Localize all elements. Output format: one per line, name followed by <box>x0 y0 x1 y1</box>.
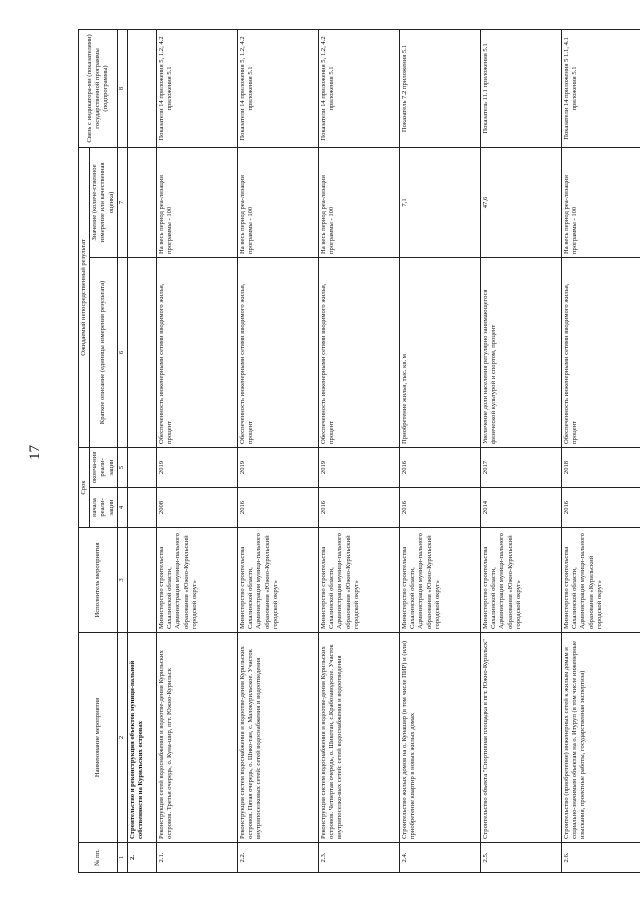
row-indicator-link: Показатели 14 приложения 5, 1.2, 4.2 приложения 5.1 <box>156 29 237 147</box>
row-executor: Министерство строительства Сахалинской области, Администрация муници-пального образования «Южно-Курильский городской округ» <box>480 528 561 633</box>
row-value: На весь период реа-лизации программы - 100 <box>237 147 318 257</box>
row-description: Обеспеченность инженерными сетями вводимого жилья, процент <box>237 257 318 447</box>
column-index: 7 <box>117 147 127 257</box>
table-row <box>156 29 237 872</box>
row-num: 2.5. <box>480 843 561 873</box>
empty-cell <box>127 147 156 257</box>
header-name: Наименование мероприятия <box>79 633 118 843</box>
row-executor: Министерство строительства Сахалинской области, Администрация муници-пального образования «Южно-Курильский городской округ» <box>156 528 237 633</box>
page-number <box>23 432 47 472</box>
header-value: Значение (количе-ственное измерение или качественная оценка) <box>90 147 118 257</box>
row-executor: Министерство строительства Сахалинской области, Администрация муници-пального образования «Южно-Курильский городской округ» <box>399 528 480 633</box>
row-indicator-link: Показатели 14 приложения 5, 1.2, 4.2 приложения 5.1 <box>318 29 399 147</box>
header-row-1 <box>79 29 90 872</box>
row-executor: Министерство строительства Сахалинской области, Администрация муници-пального образования «Южно-Курильский городской округ» <box>318 528 399 633</box>
row-name: Строительство объекта "Спортивная площадка в пгт. Южно-Курильск" <box>480 633 561 843</box>
row-name: Реконструкция систем водоснабжения и водоотве-дения Курильских островов. Четвертая очередь, о. Шикотан, с.Крабозаводское. Участок внутрипоселко-вых сетей: сетей водоснабжения и водоотведения <box>318 633 399 843</box>
rotated-table-container <box>78 30 606 873</box>
row-num: 2.3. <box>318 843 399 873</box>
column-index: 2 <box>117 633 127 843</box>
row-end: 2017 <box>480 447 561 487</box>
row-value: 47,6 <box>480 147 561 257</box>
header-start: начала реали-зации <box>90 488 118 528</box>
header-expected-result: Ожидаемый непосредственный результат <box>79 147 90 447</box>
row-start: 2016 <box>399 488 480 528</box>
header-executor: Исполнитель мероприятия <box>79 528 118 633</box>
column-index-row <box>117 29 127 872</box>
header-indicator-link: Связь с индикатора-ми (показателями) государственной программы (подпрограммы) <box>79 29 118 147</box>
row-name: Строительство (приобретение) инженерных сетей к жилым домам и социально-значимым объектам на о. Итуруп (в том числе инженерные изыскания, проектные работы, государственная экспертиза) <box>561 633 640 843</box>
section-title: Строительство и реконструкция объектов муници-пальной собственности на Курильских островах <box>127 633 156 843</box>
row-executor: Министерство строительства Сахалинской области, Администрация муници-пального образования «Южно-Курильский городской округ» <box>237 528 318 633</box>
table-row <box>237 29 318 872</box>
row-start: 2014 <box>480 488 561 528</box>
page-number-text: 17 <box>26 444 43 460</box>
empty-cell <box>127 447 156 487</box>
row-end: 2016 <box>399 447 480 487</box>
row-description: Обеспеченность инженерными сетями вводимого жилья, процент <box>561 257 640 447</box>
table-row <box>480 29 561 872</box>
row-indicator-link: Показатели 14 приложения 5 1.1, 4.1 приложения 5.1 <box>561 29 640 147</box>
row-end: 2019 <box>318 447 399 487</box>
empty-cell <box>127 488 156 528</box>
row-num: 2.4. <box>399 843 480 873</box>
row-start: 2016 <box>561 488 640 528</box>
header-short-description: Краткое описание (единицы измерения результата) <box>90 257 118 447</box>
row-name: Реконструкция сетей водоснабжения и водоотве-дения Курильских островов. Третья очередь, о. Куна-шир, пгт. Южно-Курильск <box>156 633 237 843</box>
row-value: На весь период реа-лизации программы - 100 <box>561 147 640 257</box>
row-num: 2.1. <box>156 843 237 873</box>
row-indicator-link: Показатель 7.2 приложения 5.1 <box>399 29 480 147</box>
row-name: Строительство жилых домов на о. Кунашир (в том числе ПИР) и (или) приобретение квартир в новых жилых домах <box>399 633 480 843</box>
table-row <box>399 29 480 872</box>
table-row <box>318 29 399 872</box>
row-start: 2016 <box>237 488 318 528</box>
program-measures-table <box>78 29 640 873</box>
header-end: оконча-ния реали-зации <box>90 447 118 487</box>
row-end: 2019 <box>156 447 237 487</box>
section-num: 2. <box>127 843 156 873</box>
column-index: 4 <box>117 488 127 528</box>
row-end: 2019 <box>237 447 318 487</box>
row-value: 7,1 <box>399 147 480 257</box>
row-num: 2.6. <box>561 843 640 873</box>
section-row <box>127 29 156 872</box>
header-num: № пп. <box>79 843 118 873</box>
column-index: 5 <box>117 447 127 487</box>
row-name: Реконструкция систем водоснабжения и водоотве-дения Курильских островов. Пятая очередь, о. Шико-тан, с. Малокурильское. Участок внутрипоселковых сетей: сетей водоснабжения и водоотведения <box>237 633 318 843</box>
column-index: 8 <box>117 29 127 147</box>
row-description: Обеспеченность инженерными сетями вводимого жилья, процент <box>156 257 237 447</box>
header-term: Срок <box>79 447 90 527</box>
row-value: На весь период реа-лизации программы - 100 <box>156 147 237 257</box>
table-row <box>561 29 640 872</box>
row-indicator-link: Показатели 14 приложения 5, 1.2, 4.2 приложения 5.1 <box>237 29 318 147</box>
row-description: Увеличение доли населения регулярно занимающегося физической культурой и спортом, процент <box>480 257 561 447</box>
column-index: 1 <box>117 843 127 873</box>
empty-cell <box>127 528 156 633</box>
empty-cell <box>127 29 156 147</box>
row-start: 2008 <box>156 488 237 528</box>
row-description: Приобретение жилья, тыс. кв. м <box>399 257 480 447</box>
row-executor: Министерство строительства Сахалинской области, Администрация муници-пального образования «Курильский городской округ» <box>561 528 640 633</box>
row-description: Обеспеченность инженерными сетями вводимого жилья, процент <box>318 257 399 447</box>
row-num: 2.2. <box>237 843 318 873</box>
row-start: 2016 <box>318 488 399 528</box>
column-index: 3 <box>117 528 127 633</box>
empty-cell <box>127 257 156 447</box>
column-index: 6 <box>117 257 127 447</box>
row-value: На весь период реа-лизации программы - 100 <box>318 147 399 257</box>
row-end: 2018 <box>561 447 640 487</box>
row-indicator-link: Показатель 11.1 приложения 5.1 <box>480 29 561 147</box>
